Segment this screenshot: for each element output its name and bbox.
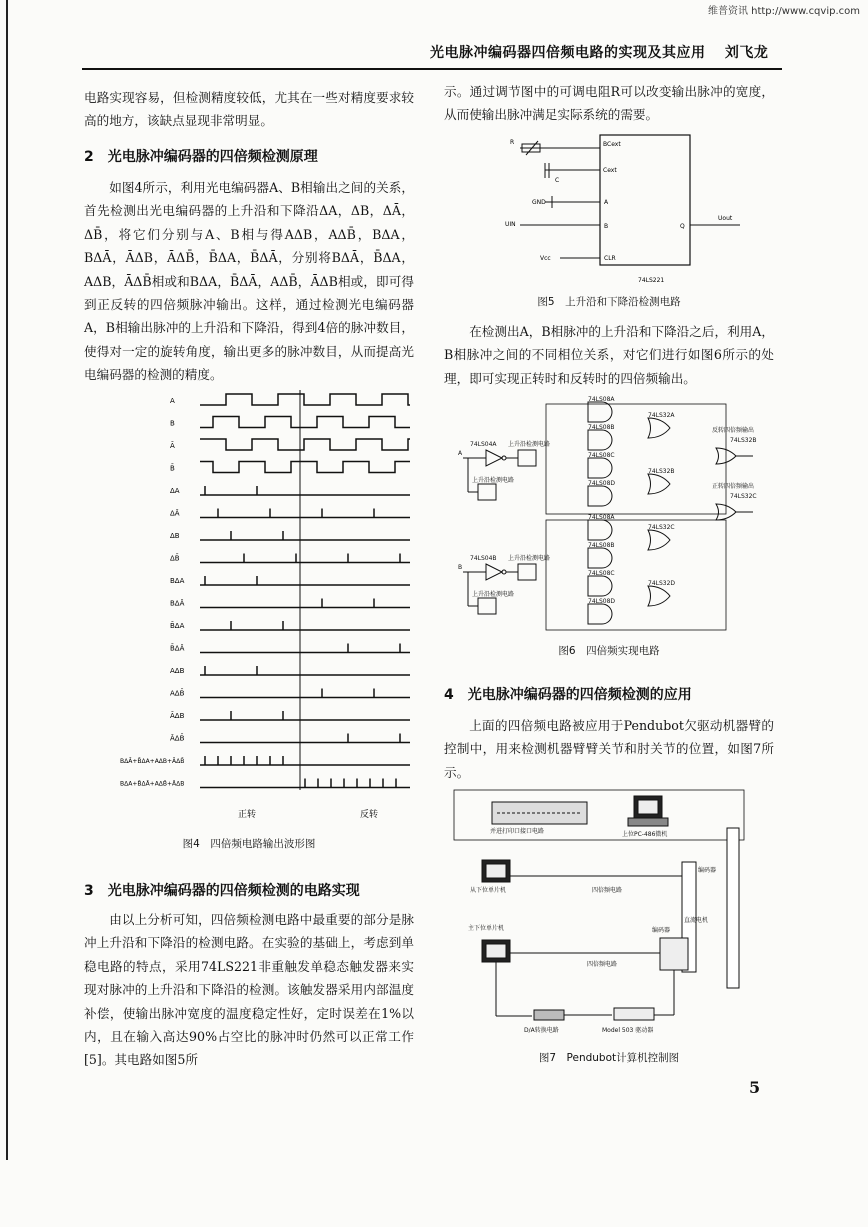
or-gate <box>648 530 670 550</box>
fig6-or-out2: 74LS32C <box>730 493 757 500</box>
figure-4-caption: 图4 四倍频电路输出波形图 <box>182 838 316 850</box>
right-para-3: 上面的四倍频电路被应用于Pendubot欠驱动机器臂的控制中，用来检测机器臂臂关节和肘关节的位置，如图7所示。 <box>444 718 774 780</box>
figure-7-system <box>452 788 752 1043</box>
figure-4-waveforms <box>120 385 420 830</box>
section-4-heading: 4 光电脉冲编码器的四倍频检测的应用 <box>444 687 692 703</box>
and-gate <box>588 576 612 596</box>
waveform-label: ΔĀ <box>170 509 180 518</box>
or-gate-label: 74LS32D <box>648 580 676 587</box>
fig5-r-label: R <box>510 139 515 146</box>
and-gate-label: 74LS08C <box>588 570 615 577</box>
fig5-uout-label: Uout <box>718 215 733 222</box>
right-para-2: 在检测出A，B相脉冲的上升沿和下降沿之后，利用A，B相脉冲之间的不同相位关系，对它们进行如图6所示的处理，即可实现正转时和反转时的四倍频输出。 <box>444 324 774 386</box>
waveform-label: ĀΔB̄ <box>170 734 185 743</box>
and-gate <box>588 458 612 478</box>
fig7-slave2-label: 主下位单片机 <box>468 925 505 932</box>
fig6-out-forward: 正转四倍频输出 <box>712 483 755 490</box>
waveform-trace <box>200 711 410 720</box>
waveform-label: B̄ΔĀ <box>170 644 185 653</box>
or-gate <box>648 474 670 494</box>
fig5-c-label: C <box>555 177 560 184</box>
waveform-label: B <box>170 419 175 428</box>
waveform-trace <box>200 734 410 743</box>
and-gate-label: 74LS08C <box>588 452 615 459</box>
fig7-da-label: D/A转换电路 <box>524 1027 559 1034</box>
forward-label: 正转 <box>238 810 257 820</box>
left-para-2: 如图4所示，利用光电编码器A、B相输出之间的关系，首先检测出光电编码器的上升沿和下降沿ΔA，ΔB，ΔĀ，ΔB̄，将它们分别与A、B相与得AΔB，AΔB̄，BΔA，BΔĀ，ĀΔB，ĀΔB̄，B̄ΔA，B̄ΔĀ，分别将BΔĀ，B̄ΔA，AΔB，ĀΔB̄相或和BΔA，B̄ΔĀ，AΔB̄，ĀΔB相或，即可得到正反转的四倍频脉冲输出。这样，通过检测光电编码器A，B相输出脉冲的上升沿和下降沿，得到4倍的脉冲数目，使得对一定的旋转角度，输出更多的脉冲数目，从而提高光电编码器的检测的精度。 <box>84 180 414 383</box>
fig7-drive-label: Model 503 驱动器 <box>602 1027 654 1034</box>
fig7-motor-label: 直流电机 <box>684 917 709 924</box>
waveform-trace <box>200 509 410 518</box>
figure-5-caption: 图5 上升沿和下降沿检测电路 <box>537 296 681 308</box>
waveform-label: BΔA <box>170 577 185 585</box>
waveform-trace <box>200 666 410 675</box>
or-gate <box>648 586 670 606</box>
waveform-label: BΔĀ+B̄ΔA+AΔB+ĀΔB̄ <box>120 758 185 765</box>
waveform-trace <box>200 531 410 540</box>
header-author: 刘飞龙 <box>724 45 769 61</box>
fig5-a-pin: A <box>604 199 609 206</box>
fig5-b-pin: B <box>604 223 609 230</box>
or-gate-label: 74LS32C <box>648 524 675 531</box>
page-number: 5 <box>749 1078 761 1097</box>
fig6-input-a: A <box>458 450 463 457</box>
running-header <box>430 42 770 62</box>
or-gate-label: 74LS32A <box>648 412 675 419</box>
waveform-label: BΔĀ <box>170 599 185 608</box>
reverse-label: 反转 <box>360 810 379 820</box>
waveform-label: ΔB <box>170 532 180 540</box>
waveform-trace <box>200 756 410 765</box>
waveform-label: Ā <box>170 442 175 450</box>
and-gate-label: 74LS08A <box>588 396 615 403</box>
waveform-label: ĀΔB <box>170 712 185 720</box>
fig5-chip-label: 74LS221 <box>638 277 665 284</box>
and-gate <box>588 604 612 624</box>
figure-7-caption: 图7 Pendubot计算机控制图 <box>538 1052 680 1064</box>
and-gate-label: 74LS08D <box>588 598 616 605</box>
fig7-quad1-label: 四倍频电路 <box>592 887 623 894</box>
fig6-rise-3: 上升沿检测电路 <box>508 555 551 562</box>
waveform-trace <box>200 462 410 473</box>
fig6-rise-2: 上升沿检测电路 <box>472 477 515 484</box>
and-gate <box>588 548 612 568</box>
waveform-label: ΔB̄ <box>170 554 180 563</box>
scan-edge-mark <box>6 0 8 1160</box>
waveform-trace <box>200 417 410 428</box>
fig6-not-b: 74LS04B <box>470 555 497 562</box>
fig7-encoder1-label: 编码器 <box>698 867 717 874</box>
figure-6-caption: 图6 四倍频实现电路 <box>558 645 660 657</box>
waveform-trace <box>200 689 410 698</box>
waveform-trace <box>200 779 410 788</box>
fig7-slave1-label: 从下位单片机 <box>470 887 507 894</box>
left-para-1: 电路实现容易，但检测精度较低，尤其在一些对精度要求较高的地方，该缺点显现非常明显。 <box>84 90 414 129</box>
waveform-label: A <box>170 397 175 405</box>
waveform-label: B̄ <box>170 464 175 473</box>
fig7-quad2-label: 四倍频电路 <box>587 961 618 968</box>
fig5-clr-pin: CLR <box>604 255 616 262</box>
section-3-heading: 3 光电脉冲编码器的四倍频检测的电路实现 <box>84 883 360 899</box>
and-gate <box>588 520 612 540</box>
fig5-bc-label: BCext <box>603 141 621 148</box>
or-gate <box>648 418 670 438</box>
fig5-cext-label: Cext <box>603 167 617 174</box>
or-gate-label: 74LS32B <box>648 468 675 475</box>
and-gate-label: 74LS08B <box>588 542 615 549</box>
fig5-vcc-label: Vcc <box>540 255 551 262</box>
and-gate <box>588 486 612 506</box>
waveform-label: BΔA+B̄ΔĀ+AΔB̄+ĀΔB <box>120 780 185 788</box>
and-gate <box>588 402 612 422</box>
waveform-label: B̄ΔA <box>170 622 185 630</box>
fig7-box1-label: 并进打印口接口电路 <box>490 828 545 835</box>
and-gate-label: 74LS08D <box>588 480 616 487</box>
fig6-not-a: 74LS04A <box>470 441 497 448</box>
waveform-trace <box>200 439 410 450</box>
waveform-trace <box>200 554 410 563</box>
fig5-uin-label: UIN <box>505 221 516 228</box>
and-gate-label: 74LS08B <box>588 424 615 431</box>
waveform-label: AΔB <box>170 667 185 675</box>
fig7-pc-label: 上位PC-486微机 <box>622 831 668 838</box>
waveform-trace <box>200 644 410 653</box>
fig6-rise-4: 上升沿检测电路 <box>472 591 515 598</box>
and-gate-label: 74LS08A <box>588 514 615 521</box>
figure-5-circuit <box>490 130 750 290</box>
figure-6-circuit <box>458 392 768 637</box>
waveform-trace <box>200 599 410 608</box>
waveform-trace <box>200 621 410 630</box>
fig7-encoder2-label: 编码器 <box>652 927 671 934</box>
waveform-trace <box>200 486 410 495</box>
fig6-rise-1: 上升沿检测电路 <box>508 441 551 448</box>
header-title: 光电脉冲编码器四倍频电路的实现及其应用 <box>430 45 706 61</box>
fig6-or-out1: 74LS32B <box>730 437 757 444</box>
fig5-gnd-label: GND <box>532 199 546 206</box>
waveform-trace <box>200 394 410 405</box>
left-para-3: 由以上分析可知，四倍频检测电路中最重要的部分是脉冲上升沿和下降沿的检测电路。在实验的基础上，考虑到单稳电路的特点，采用74LS221非重触发单稳态触发器来实现对脉冲的上升沿和下降沿的检测。该触发器采用内部温度补偿，使输出脉冲宽度的温度稳定性好，定时误差在1%以内，且在输入高达90%占空比的脉冲时仍然可以正常工作[5]。其电路如图5所 <box>84 912 414 1068</box>
right-para-1: 示。通过调节图中的可调电阻R可以改变输出脉冲的宽度，从而使输出脉冲满足实际系统的需要。 <box>444 84 774 123</box>
and-gate <box>588 430 612 450</box>
watermark: 维普资讯 http://www.cqvip.com <box>707 6 860 17</box>
section-2-heading: 2 光电脉冲编码器的四倍频检测原理 <box>84 149 318 165</box>
waveform-label: AΔB̄ <box>170 689 185 698</box>
fig6-input-b: B <box>458 564 463 571</box>
waveform-trace <box>200 576 410 585</box>
fig6-out-reverse: 反转四倍频输出 <box>712 427 755 434</box>
fig5-q-pin: Q <box>680 223 685 230</box>
header-rule <box>82 68 782 70</box>
waveform-label: ΔA <box>170 487 180 495</box>
